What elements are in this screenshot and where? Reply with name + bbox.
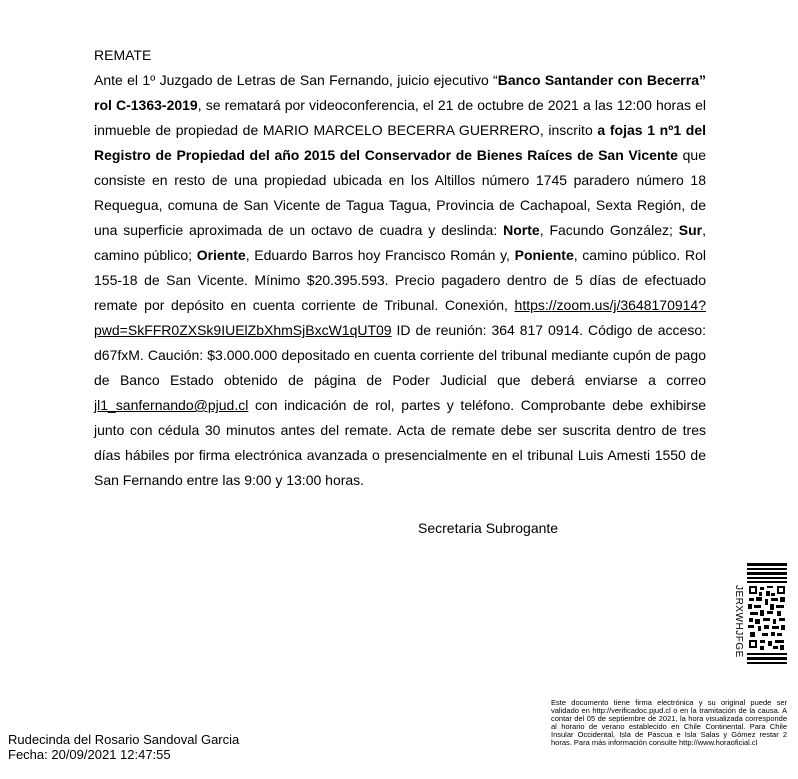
signer-name: Rudecinda del Rosario Sandoval Garcia — [8, 732, 240, 747]
body-text-4: , Facundo González; — [539, 222, 679, 238]
zoom-meeting-link[interactable]: https://zoom.us/j/3648170914?pwd=SkFFR0ZXSk9IUElZbXhmSjBxcW1qUT09 — [94, 297, 706, 338]
body-text-7: , camino público. Rol 155-18 de San Vicente. Mínimo $20.395.593. Precio pagadero dentro de 5 días de efectuado remate por depósito en cuenta corriente de Tribunal. Conexión, — [94, 247, 706, 313]
boundary-poniente-label: Poniente — [514, 247, 574, 263]
boundary-norte-label: Norte — [503, 222, 540, 238]
boundary-sur-label: Sur — [678, 222, 703, 238]
court-email-link[interactable]: jl1_sanfernando@pjud.cl — [94, 397, 249, 413]
signer-title: Secretaria Subrogante — [418, 520, 559, 536]
signature-date: Fecha: 20/09/2021 12:47:55 — [8, 747, 171, 762]
verification-code — [732, 585, 744, 665]
body-text-8: ID de reunión: 364 817 0914. Código de acceso: d67fxM. Caución: $3.000.000 depositado en cuenta corriente del tribunal mediante cupón de pago de Banco Estado obtenido de página de Poder Judicial que deberá enviarse a correo — [94, 322, 706, 388]
body-text-6: , Eduardo Barros hoy Francisco Román y, — [245, 247, 515, 263]
body-text-1: Ante el 1º Juzgado de Letras de San Fernando, juicio ejecutivo “ — [94, 72, 498, 88]
body-text-2: , se rematará por videoconferencia, el 21 de octubre de 2021 a las 12:00 horas el inmueble de propiedad de MARIO MARCELO BECERRA GUERRERO, inscrito — [94, 97, 706, 138]
case-name: Banco Santander con Becerra” rol C-1363-2019 — [94, 72, 706, 113]
document-title: REMATE — [94, 47, 152, 63]
boundary-oriente-label: Oriente — [196, 247, 246, 263]
qr-code-icon — [747, 563, 787, 667]
body-text-9: con indicación de rol, partes y teléfono. Comprobante debe exhibirse junto con cédula 30 minutos antes del remate. Acta de remate debe ser suscrita dentro de tres días hábiles por firma electrónica avanzada o presencialmente en el tribunal Luis Amesti 1550 de San Fernando entre las 9:00 y 13:00 horas. — [94, 397, 706, 488]
document-body — [94, 68, 706, 493]
body-text-3: que consiste en resto de una propiedad ubicada en los Altillos número 1745 paradero número 18 Requegua, comuna de San Vicente de Tagua Tagua, Provincia de Cachapoal, Sexta Región, de una superficie aproximada de un octavo de cuadra y deslinda: — [94, 147, 707, 238]
verification-code-text: JERXWHJFGE — [733, 585, 744, 658]
body-text-5: , camino público; — [94, 222, 706, 263]
registry-reference: a fojas 1 nº1 del Registro de Propiedad del año 2015 del Conservador de Bienes Raíces de San Vicente — [94, 122, 706, 163]
verification-note: Este documento tiene firma electrónica y su original puede ser validado en http://verificadoc.pjud.cl o en la tramitación de la causa. A contar del 05 de septiembre de 2021, la hora visualizada corresponde al horario de verano establecido en Chile Continental. Para Chile Insular Occidental, Isla de Pascua e Isla Salas y Gómez restar 2 horas. Para más información consulte http://www.horaoficial.cl — [551, 698, 787, 747]
